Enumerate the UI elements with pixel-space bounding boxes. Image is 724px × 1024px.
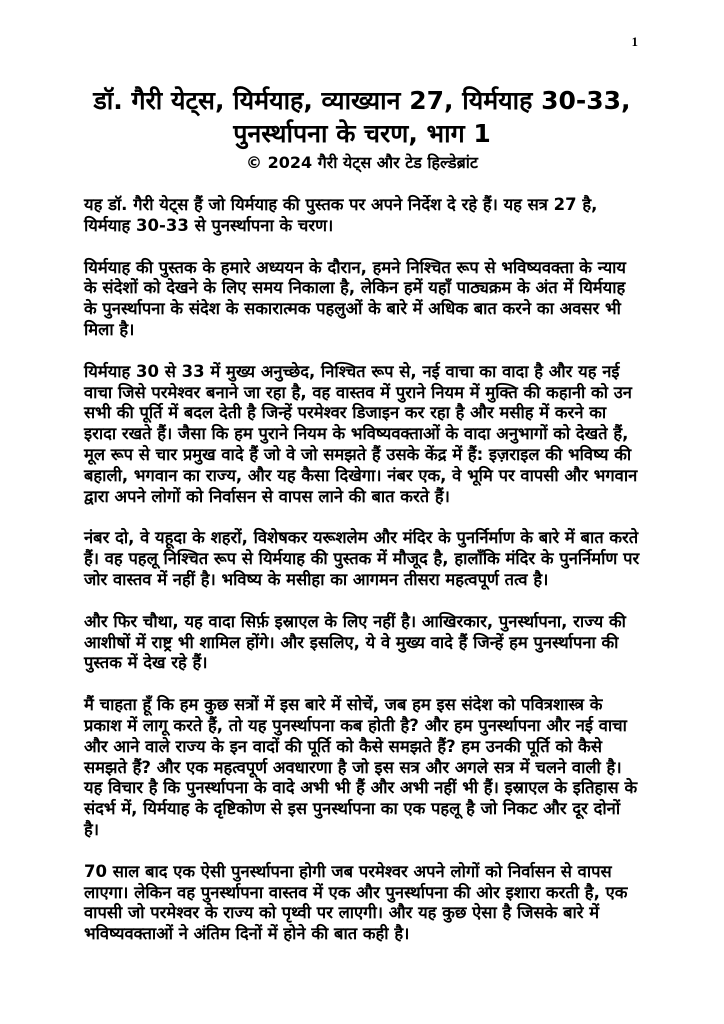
paragraph-2: यिर्मयाह की पुस्तक के हमारे अध्ययन के दौरान, हमने निश्चित रूप से भविष्यवक्ता के न्याय के संदेशों को देखने के लिए समय निकाला है, लेकिन हमें यहाँ पाठ्यक्रम के अंत में यिर्मयाह के पुनर्स्थापना के संदेश के सकारात्मक पहलुओं के बारे में अधिक बात करने का अवसर भी मिला है। bbox=[84, 257, 626, 339]
paragraph-3: यिर्मयाह 30 से 33 में मुख्य अनुच्छेद, निश्चित रूप से, नई वाचा का वादा है और यह नई वाचा जिसे परमेश्वर बनाने जा रहा है, वह वास्तव में पुराने नियम में मुक्ति की कहानी को उन सभी की पूर्ति में बदल देती है जिन्हें परमेश्वर डिजाइन कर रहा है और मसीह में करने का इरादा रखते हैं। जैसा कि हम पुराने नियम के भविष्यवक्ताओं के वादा अनुभागों को देखते हैं, मूल रूप से चार प्रमुख वादे हैं जो वे जो समझते हैं उसके केंद्र में हैं: इज़राइल की भविष्य की बहाली, भगवान का राज्य, और यह कैसा दिखेगा। नंबर एक, वे भूमि पर वापसी और भगवान द्वारा अपने लोगों को निर्वासन से वापस लाने की बात करते हैं। bbox=[84, 361, 638, 506]
title-line-1: डॉ. गैरी येट्स, यिर्मयाह, व्याख्यान 27, यिर्मयाह 30-33, bbox=[93, 86, 631, 115]
paragraph-5: और फिर चौथा, यह वादा सिर्फ़ इस्राएल के लिए नहीं है। आखिरकार, पुनर्स्थापना, राज्य की आशीषों में राष्ट्र भी शामिल होंगे। और इसलिए, ये वे मुख्य वादे हैं जिन्हें हम पुनर्स्थापना की पुस्तक में देख रहे हैं। bbox=[84, 611, 626, 673]
copyright-line: © 2024 गैरी येट्स और टेड हिल्डेब्रांट bbox=[246, 153, 478, 172]
document-header bbox=[0, 0, 724, 173]
document-body bbox=[84, 195, 640, 945]
paragraph-6: मैं चाहता हूँ कि हम कुछ सत्रों में इस बारे में सोचें, जब हम इस संदेश को पवित्रशास्त्र के प्रकाश में लागू करते हैं, तो यह पुनर्स्थापना कब होती है? और हम पुनर्स्थापना और नई वाचा और आने वाले राज्य के इन वादों की पूर्ति को कैसे समझते हैं? हम उनकी पूर्ति को कैसे समझते हैं? और एक महत्वपूर्ण अवधारणा है जो इस सत्र और अगले सत्र में चलने वाली है। यह विचार है कि पुनर्स्थापना के वादे अभी भी हैं और अभी नहीं भी हैं। इस्राएल के इतिहास के संदर्भ में, यिर्मयाह के दृष्टिकोण से इस पुनर्स्थापना का एक पहलू है जो निकट और दूर दोनों है। bbox=[84, 695, 638, 839]
page-number: 1 bbox=[631, 34, 638, 49]
document-title bbox=[0, 0, 724, 150]
title-line-2: पुनर्स्थापना के चरण, भाग 1 bbox=[233, 119, 491, 148]
paragraph-7: 70 साल बाद एक ऐसी पुनर्स्थापना होगी जब परमेश्वर अपने लोगों को निर्वासन से वापस लाएगा। लेकिन वह पुनर्स्थापना वास्तव में एक और पुनर्स्थापना की ओर इशारा करती है, एक वापसी जो परमेश्वर के राज्य को पृथ्वी पर लाएगी। और यह कुछ ऐसा है जिसके बारे में भविष्यवक्ताओं ने अंतिम दिनों में होने की बात कही है। bbox=[84, 861, 628, 944]
paragraph-1: यह डॉ. गैरी येट्स हैं जो यिर्मयाह की पुस्तक पर अपने निर्देश दे रहे हैं। यह सत्र 27 है, यिर्मयाह 30-33 से पुनर्स्थापना के चरण। bbox=[84, 195, 598, 235]
paragraph-4: नंबर दो, वे यहूदा के शहरों, विशेषकर यरूशलेम और मंदिर के पुनर्निर्माण के बारे में बात करते हैं। वह पहलू निश्चित रूप से यिर्मयाह की पुस्तक में मौजूद है, हालाँकि मंदिर के पुनर्निर्माण पर जोर वास्तव में नहीं है। भविष्य के मसीहा का आगमन तीसरा महत्वपूर्ण तत्व है। bbox=[84, 528, 640, 589]
